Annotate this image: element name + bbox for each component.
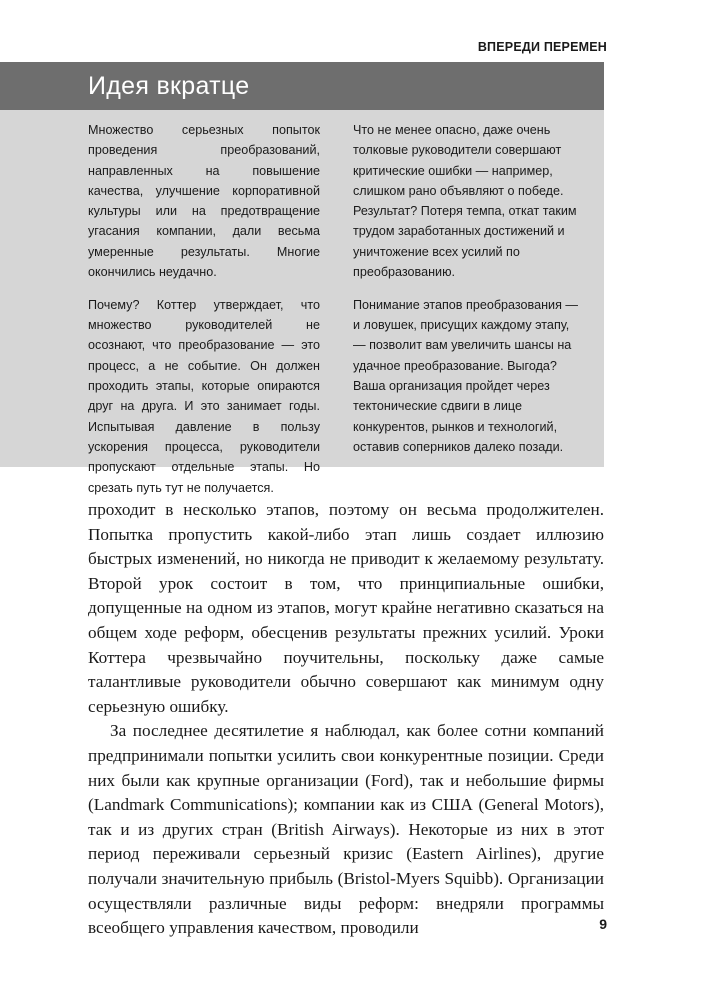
body-paragraph: За последнее десятилетие я наблюдал, как более сотни компаний предпринимали попытки усилить свои конкурентные позиции. Среди них были как крупные организации (Ford), так и небольшие фирмы (Landmark Communications); компании как из США (General Motors), так и из других стран (British Airways). Некоторые из них в этот период переживали серьезный кризис (Eastern Airlines), другие получали значительную прибыль (Bristol-Myers Squibb). Организации осуществляли различные виды реформ: внедряли программы всеобщего управления качеством, проводили xyxy=(88,721,604,938)
running-head: ВПЕРЕДИ ПЕРЕМЕН xyxy=(477,40,607,54)
summary-sidebar xyxy=(0,62,604,495)
sidebar-paragraph: Понимание этапов преобразования — и ловушек, присущих каждому этапу, — позволит вам увеличить шансы на удачное преобразование. Выгода? Ваша организация пройдет через тектонические сдвиги в лице конкурентов, рынков и технологий, оставив соперников далеко позади. xyxy=(353,297,578,454)
sidebar-title: Идея вкратце xyxy=(88,72,250,100)
sidebar-paragraph: Почему? Коттер утверждает, что множество руководителей не осознают, что преобразование — это процесс, а не событие. Он должен проходить этапы, которые опираются друг на друга. И это занимает годы. Испытывая давление в пользу ускорения процесса, руководители пропускают отдельные этапы. Но срезать путь тут не получается. xyxy=(88,297,320,495)
sidebar-right-column xyxy=(353,120,585,470)
sidebar-title-bar xyxy=(0,62,604,110)
sidebar-left-column xyxy=(88,120,320,510)
sidebar-paragraph: Что не менее опасно, даже очень толковые руководители совершают критические ошибки — например, слишком рано объявляют о победе. Результат? Потеря темпа, откат таким трудом заработанных достижений и уничтожение всех усилий по преобразованию. xyxy=(353,123,577,280)
sidebar-paragraph: Множество серьезных попыток проведения преобразований, направленных на повышение качества, улучшение корпоративной культуры или на предотвращение угасания компании, дали весьма умеренные результаты. Многие окончились неудачно. xyxy=(88,123,320,280)
page-number: 9 xyxy=(599,916,607,932)
main-body-text xyxy=(88,498,604,941)
body-paragraph: проходит в несколько этапов, поэтому он весьма продолжителен. Попытка пропустить какой-либо этап лишь создает иллюзию быстрых изменений, но никогда не приводит к желаемому результату. Второй урок состоит в том, что принципиальные ошибки, допущенные на одном из этапов, могут крайне негативно сказаться на общем ходе реформ, обесценив результаты прежних усилий. Уроки Коттера чрезвычайно поучительны, поскольку даже самые талантливые руководители обычно совершают как минимум одну серьезную ошибку. xyxy=(88,500,604,716)
